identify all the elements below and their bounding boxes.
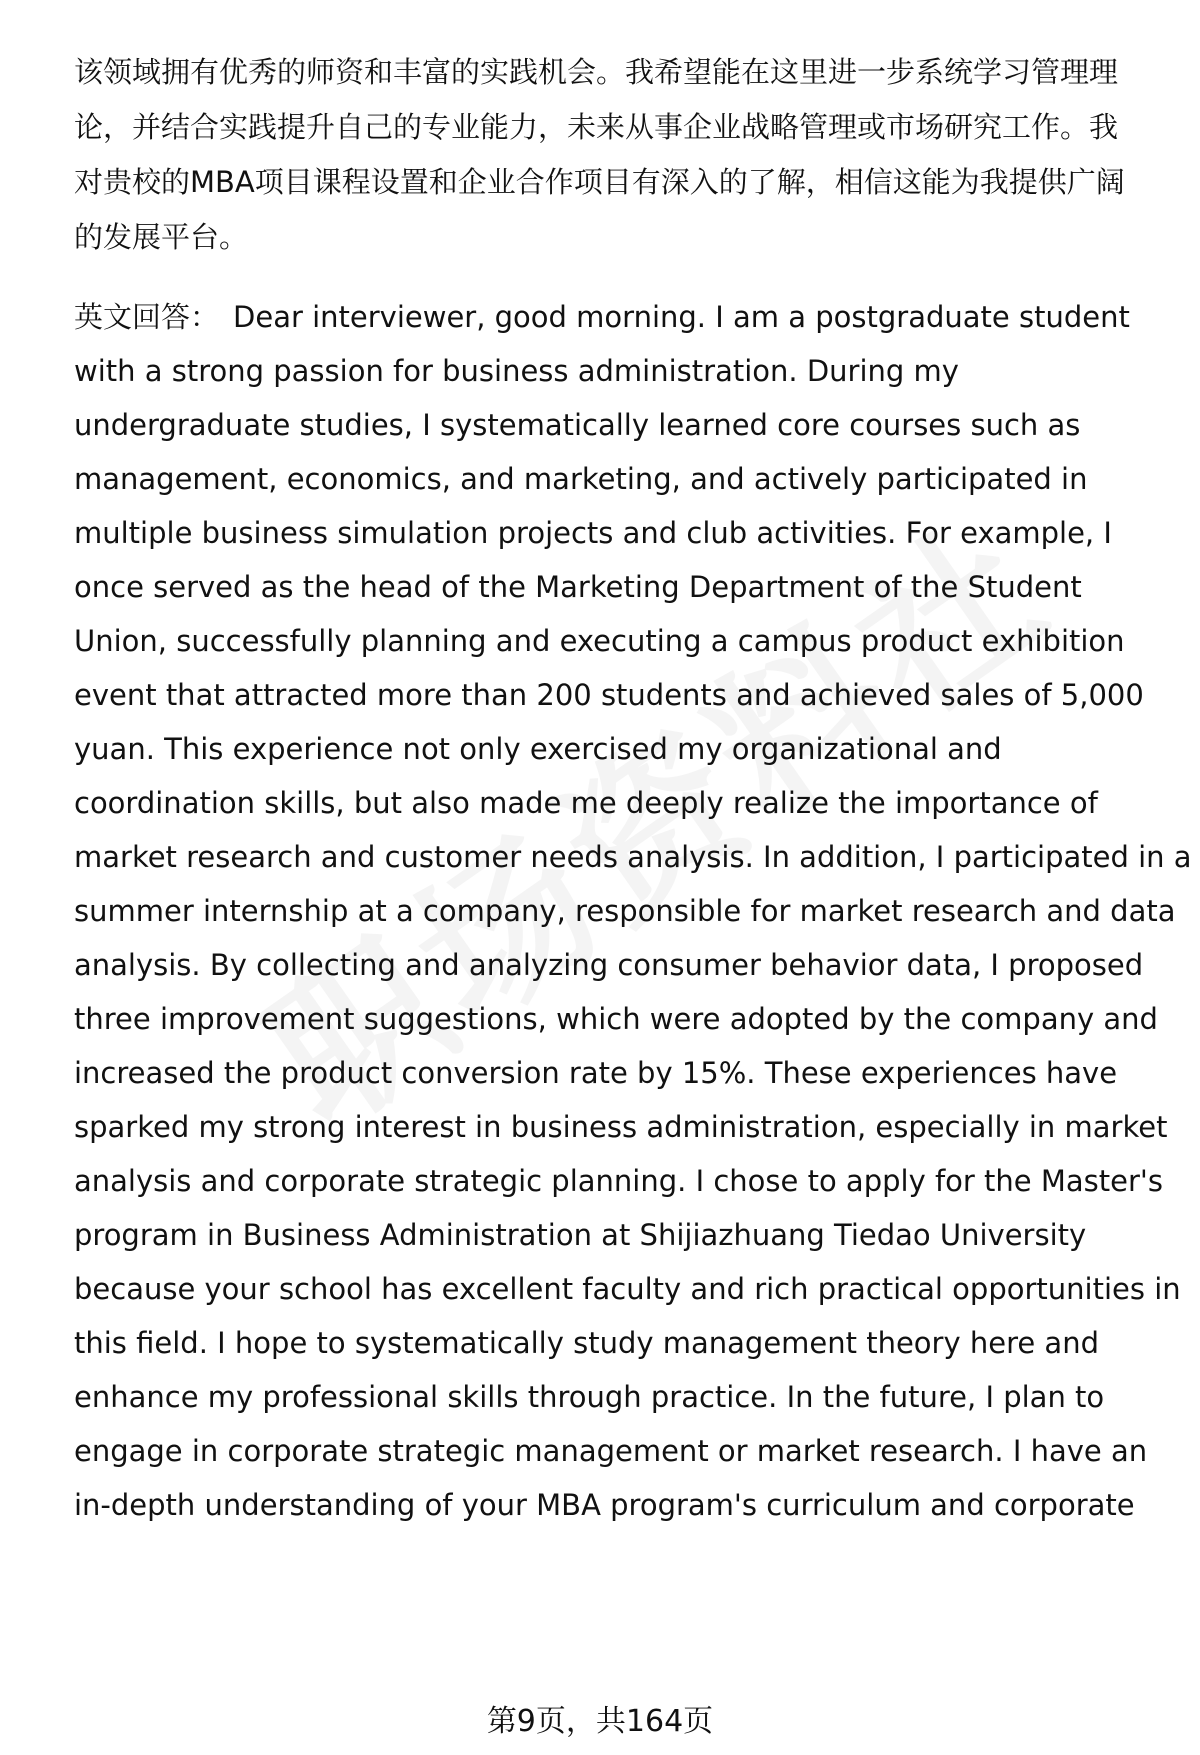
page-footer: 第9页，共164页 <box>486 1704 714 1739</box>
cn-line: 论，并结合实践提升自己的专业能力，未来从事企业战略管理或市场研究工作。我 <box>74 110 1119 144</box>
en-line: analysis. By collecting and analyzing consumer behavior data, I proposed <box>74 948 1144 982</box>
answer-label: 英文回答： <box>74 300 220 334</box>
en-line: coordination skills, but also made me deeply realize the importance of <box>74 786 1098 820</box>
en-line: once served as the head of the Marketing Department of the Student <box>74 570 1082 604</box>
en-line: management, economics, and marketing, and actively participated in <box>74 462 1088 496</box>
cn-line: 的发展平台。 <box>74 220 249 254</box>
en-line: three improvement suggestions, which were adopted by the company and <box>74 1002 1158 1036</box>
answer-first-line <box>74 297 1154 337</box>
en-line: undergraduate studies, I systematically learned core courses such as <box>74 408 1081 442</box>
cn-line: 对贵校的MBA项目课程设置和企业合作项目有深入的了解，相信这能为我提供广阔 <box>74 165 1125 199</box>
en-line: with a strong passion for business administration. During my <box>74 354 959 388</box>
en-line: because your school has excellent faculty and rich practical opportunities in <box>74 1272 1181 1306</box>
en-line: market research and customer needs analysis. In addition, I participated in a <box>74 840 1192 874</box>
cn-line: 该领域拥有优秀的师资和丰富的实践机会。我希望能在这里进一步系统学习管理理 <box>74 55 1119 89</box>
en-line: in-depth understanding of your MBA program's curriculum and corporate <box>74 1488 1135 1522</box>
en-line: event that attracted more than 200 students and achieved sales of 5,000 <box>74 678 1144 712</box>
en-line: increased the product conversion rate by 15%. These experiences have <box>74 1056 1118 1090</box>
en-line: multiple business simulation projects and club activities. For example, I <box>74 516 1112 550</box>
en-line: enhance my professional skills through practice. In the future, I plan to <box>74 1380 1105 1414</box>
en-line: yuan. This experience not only exercised my organizational and <box>74 732 1002 766</box>
en-line: program in Business Administration at Shijiazhuang Tiedao University <box>74 1218 1087 1252</box>
en-line: Union, successfully planning and executing a campus product exhibition <box>74 624 1125 658</box>
en-line: sparked my strong interest in business administration, especially in market <box>74 1110 1168 1144</box>
answer-first-text: Dear interviewer, good morning. I am a postgraduate student <box>233 300 1130 334</box>
en-line: this field. I hope to systematically study management theory here and <box>74 1326 1099 1360</box>
en-line: summer internship at a company, responsible for market research and data <box>74 894 1176 928</box>
en-line: engage in corporate strategic management or market research. I have an <box>74 1434 1148 1468</box>
en-line: analysis and corporate strategic planning. I chose to apply for the Master's <box>74 1164 1163 1198</box>
